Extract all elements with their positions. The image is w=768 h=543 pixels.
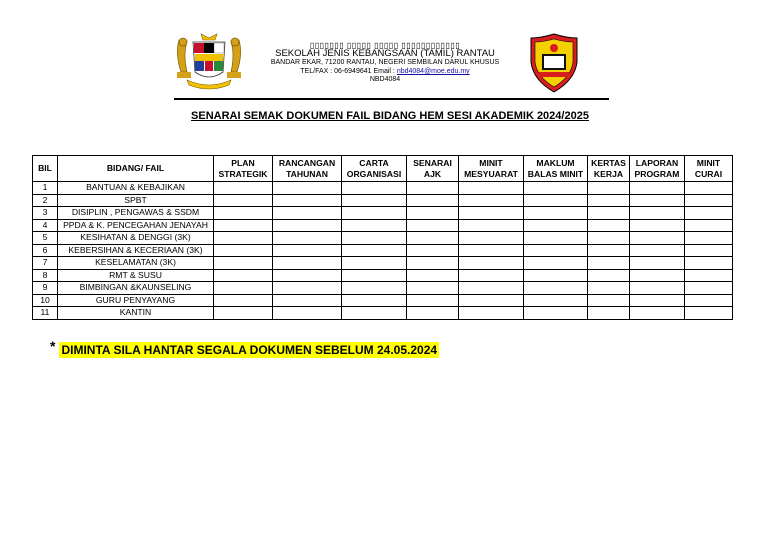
checklist-cell[interactable]: [685, 232, 733, 245]
checklist-cell[interactable]: [407, 182, 459, 195]
row-bil: 6: [33, 244, 58, 257]
checklist-cell[interactable]: [273, 182, 342, 195]
checklist-cell[interactable]: [524, 269, 588, 282]
checklist-cell[interactable]: [459, 269, 524, 282]
header-maklum-balas-minit: MAKLUM BALAS MINIT: [524, 156, 588, 182]
header-plan-strategik: PLAN STRATEGIK: [214, 156, 273, 182]
malaysia-crest-logo: [173, 32, 245, 94]
checklist-cell[interactable]: [630, 182, 685, 195]
checklist-cell[interactable]: [524, 244, 588, 257]
checklist-cell[interactable]: [214, 207, 273, 220]
checklist-cell[interactable]: [214, 194, 273, 207]
row-bidang: KEBERSIHAN & KECERIAAN (3K): [58, 244, 214, 257]
header-laporan-program: LAPORAN PROGRAM: [630, 156, 685, 182]
checklist-cell[interactable]: [342, 307, 407, 320]
checklist-cell[interactable]: [459, 219, 524, 232]
checklist-cell[interactable]: [214, 282, 273, 295]
checklist-cell[interactable]: [588, 294, 630, 307]
checklist-cell[interactable]: [342, 257, 407, 270]
checklist-cell[interactable]: [588, 207, 630, 220]
row-bil: 8: [33, 269, 58, 282]
row-bil: 11: [33, 307, 58, 320]
row-bil: 9: [33, 282, 58, 295]
table-row: [33, 307, 733, 320]
checklist-cell[interactable]: [459, 294, 524, 307]
checklist-cell[interactable]: [685, 182, 733, 195]
checklist-cell[interactable]: [273, 294, 342, 307]
header-divider: [174, 98, 609, 100]
checklist-cell[interactable]: [214, 257, 273, 270]
checklist-cell[interactable]: [685, 194, 733, 207]
checklist-cell[interactable]: [630, 194, 685, 207]
header-bidang: BIDANG/ FAIL: [58, 156, 214, 182]
checklist-cell[interactable]: [630, 282, 685, 295]
row-bidang: SPBT: [58, 194, 214, 207]
table-row: [33, 232, 733, 245]
table-row: [33, 244, 733, 257]
checklist-cell[interactable]: [588, 194, 630, 207]
checklist-cell[interactable]: [630, 207, 685, 220]
header-school-code: NBD4084: [369, 76, 401, 83]
deadline-note: [50, 338, 439, 357]
header-minit-mesyuarat: MINIT MESYUARAT: [459, 156, 524, 182]
checklist-cell[interactable]: [459, 282, 524, 295]
checklist-cell[interactable]: [685, 244, 733, 257]
checklist-cell[interactable]: [342, 182, 407, 195]
row-bidang: DISIPLIN , PENGAWAS & SSDM: [58, 207, 214, 220]
note-asterisk: *: [50, 338, 56, 354]
checklist-cell[interactable]: [273, 307, 342, 320]
table-header-row: [33, 156, 733, 182]
checklist-cell[interactable]: [685, 207, 733, 220]
checklist-cell[interactable]: [588, 282, 630, 295]
checklist-cell[interactable]: [273, 282, 342, 295]
checklist-cell[interactable]: [630, 294, 685, 307]
checklist-cell[interactable]: [407, 294, 459, 307]
checklist-cell[interactable]: [342, 282, 407, 295]
checklist-cell[interactable]: [459, 207, 524, 220]
row-bil: 10: [33, 294, 58, 307]
checklist-cell[interactable]: [214, 269, 273, 282]
row-bidang: BIMBINGAN &KAUNSELING: [58, 282, 214, 295]
checklist-cell[interactable]: [630, 232, 685, 245]
row-bil: 7: [33, 257, 58, 270]
checklist-cell[interactable]: [273, 207, 342, 220]
checklist-cell[interactable]: [588, 219, 630, 232]
checklist-cell[interactable]: [407, 307, 459, 320]
document-title: SENARAI SEMAK DOKUMEN FAIL BIDANG HEM SESI AKADEMIK 2024/2025: [191, 110, 589, 122]
table-row: [33, 294, 733, 307]
checklist-cell[interactable]: [588, 232, 630, 245]
table-row: [33, 219, 733, 232]
checklist-cell[interactable]: [630, 244, 685, 257]
email-link[interactable]: nbd4084@moe.edu.my: [396, 68, 470, 75]
checklist-cell[interactable]: [588, 244, 630, 257]
header-kertas-kerja: KERTAS KERJA: [588, 156, 630, 182]
checklist-cell[interactable]: [407, 269, 459, 282]
checklist-cell[interactable]: [524, 294, 588, 307]
table-row: [33, 282, 733, 295]
checklist-cell[interactable]: [588, 269, 630, 282]
header-tamil-line: ▯▯▯▯▯▯▯ ▯▯▯▯▯ ▯▯▯▯▯ ▯▯▯▯▯▯▯▯▯▯▯▯: [309, 41, 461, 50]
checklist-cell[interactable]: [214, 294, 273, 307]
checklist-table: [32, 155, 733, 320]
checklist-cell[interactable]: [630, 219, 685, 232]
header-carta-organisasi: CARTA ORGANISASI: [342, 156, 407, 182]
checklist-cell[interactable]: [407, 232, 459, 245]
school-logo: [527, 32, 581, 94]
checklist-cell[interactable]: [459, 307, 524, 320]
table-row: [33, 269, 733, 282]
checklist-cell[interactable]: [685, 282, 733, 295]
row-bidang: KESELAMATAN (3K): [58, 257, 214, 270]
row-bidang: KESIHATAN & DENGGI (3K): [58, 232, 214, 245]
header-rancangan-tahunan: RANCANGAN TAHUNAN: [273, 156, 342, 182]
checklist-cell[interactable]: [459, 182, 524, 195]
checklist-cell[interactable]: [407, 244, 459, 257]
checklist-cell[interactable]: [685, 219, 733, 232]
header-address: BANDAR EKAR, 71200 RANTAU, NEGERI SEMBILAN DARUL KHUSUS: [270, 59, 500, 66]
checklist-cell[interactable]: [459, 194, 524, 207]
row-bidang: BANTUAN & KEBAJIKAN: [58, 182, 214, 195]
checklist-cell[interactable]: [459, 257, 524, 270]
checklist-cell[interactable]: [273, 232, 342, 245]
checklist-cell[interactable]: [342, 244, 407, 257]
row-bil: 5: [33, 232, 58, 245]
checklist-cell[interactable]: [630, 307, 685, 320]
header-bil: BIL: [33, 156, 58, 182]
row-bil: 3: [33, 207, 58, 220]
checklist-cell[interactable]: [342, 207, 407, 220]
table-row: [33, 257, 733, 270]
checklist-cell[interactable]: [273, 269, 342, 282]
checklist-cell[interactable]: [342, 219, 407, 232]
checklist-cell[interactable]: [407, 194, 459, 207]
checklist-cell[interactable]: [459, 244, 524, 257]
checklist-cell[interactable]: [407, 219, 459, 232]
row-bil: 4: [33, 219, 58, 232]
table-row: [33, 194, 733, 207]
row-bil: 2: [33, 194, 58, 207]
checklist-cell[interactable]: [524, 307, 588, 320]
checklist-cell[interactable]: [524, 282, 588, 295]
checklist-cell[interactable]: [273, 194, 342, 207]
header-school-name: SEKOLAH JENIS KEBANGSAAN (TAMIL) RANTAU: [275, 48, 495, 59]
table-row: [33, 182, 733, 195]
checklist-cell[interactable]: [685, 269, 733, 282]
checklist-cell[interactable]: [524, 207, 588, 220]
header-minit-curai: MINIT CURAI: [685, 156, 733, 182]
checklist-cell[interactable]: [524, 182, 588, 195]
checklist-cell[interactable]: [630, 257, 685, 270]
checklist-cell[interactable]: [630, 269, 685, 282]
checklist-cell[interactable]: [214, 307, 273, 320]
header-senarai-ajk: SENARAI AJK: [407, 156, 459, 182]
checklist-cell[interactable]: [214, 182, 273, 195]
checklist-cell[interactable]: [342, 294, 407, 307]
checklist-cell[interactable]: [273, 257, 342, 270]
checklist-cell[interactable]: [273, 244, 342, 257]
checklist-cell[interactable]: [407, 207, 459, 220]
header-tel-label: TEL/FAX : 06-6949641 Email :: [300, 68, 395, 75]
checklist-cell[interactable]: [407, 257, 459, 270]
checklist-cell[interactable]: [342, 232, 407, 245]
checklist-cell[interactable]: [524, 219, 588, 232]
checklist-cell[interactable]: [588, 182, 630, 195]
checklist-cell[interactable]: [524, 257, 588, 270]
checklist-cell[interactable]: [685, 257, 733, 270]
row-bidang: GURU PENYAYANG: [58, 294, 214, 307]
checklist-cell[interactable]: [407, 282, 459, 295]
row-bidang: KANTIN: [58, 307, 214, 320]
checklist-cell[interactable]: [524, 194, 588, 207]
checklist-cell[interactable]: [342, 269, 407, 282]
checklist-cell[interactable]: [524, 232, 588, 245]
checklist-cell[interactable]: [214, 219, 273, 232]
row-bidang: PPDA & K. PENCEGAHAN JENAYAH: [58, 219, 214, 232]
checklist-cell[interactable]: [214, 232, 273, 245]
checklist-cell[interactable]: [214, 244, 273, 257]
header-contact: [250, 68, 520, 75]
checklist-cell[interactable]: [588, 307, 630, 320]
row-bil: 1: [33, 182, 58, 195]
checklist-cell[interactable]: [588, 257, 630, 270]
checklist-cell[interactable]: [459, 232, 524, 245]
checklist-cell[interactable]: [342, 194, 407, 207]
checklist-cell[interactable]: [685, 294, 733, 307]
row-bidang: RMT & SUSU: [58, 269, 214, 282]
checklist-cell[interactable]: [685, 307, 733, 320]
table-row: [33, 207, 733, 220]
note-text: DIMINTA SILA HANTAR SEGALA DOKUMEN SEBELUM 24.05.2024: [61, 343, 438, 357]
checklist-cell[interactable]: [273, 219, 342, 232]
